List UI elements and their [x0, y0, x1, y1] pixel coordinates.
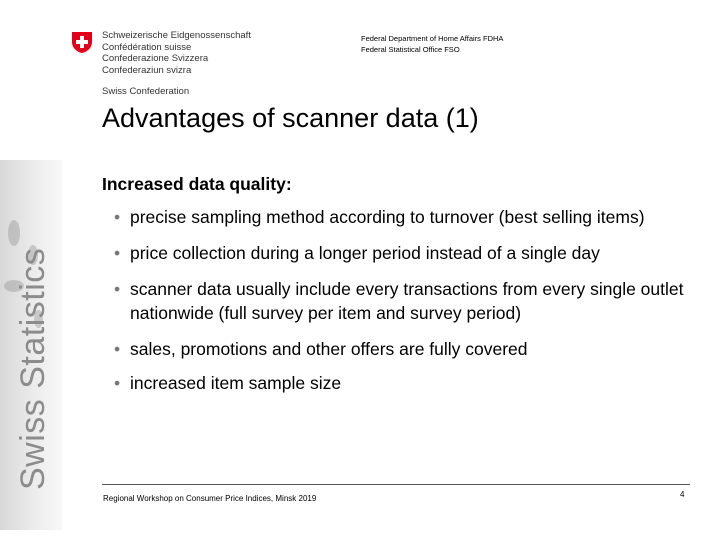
confederation-line: Schweizerische Eidgenossenschaft	[102, 30, 251, 41]
bullet-icon: •	[114, 207, 121, 227]
bullet-item	[114, 241, 699, 265]
bullet-icon: •	[114, 279, 121, 299]
confederation-line: Confederazione Svizzera	[102, 53, 209, 64]
department-block	[361, 33, 503, 55]
bullet-text: increased item sample size	[130, 373, 342, 393]
bullet-item	[114, 337, 699, 361]
slide-subtitle: Increased data quality:	[102, 174, 292, 194]
swiss-cross-logo	[70, 30, 94, 54]
bullet-text: scanner data usually include every transactions from every single outlet nationwide (full survey per item and survey period)	[130, 279, 684, 323]
bullet-icon: •	[114, 373, 121, 393]
footer-text: Regional Workshop on Consumer Price Indices, Minsk 2019	[103, 494, 317, 503]
bullet-text: precise sampling method according to turnover (best selling items)	[130, 207, 645, 227]
photo-figure	[8, 220, 20, 246]
bullet-list	[114, 205, 699, 407]
confederation-en: Swiss Confederation	[102, 86, 190, 97]
confederation-line: Confédération suisse	[102, 41, 192, 53]
sidebar-label: Swiss Statistics	[14, 247, 52, 490]
bullet-icon: •	[114, 243, 121, 263]
office-line: Federal Statistical Office FSO	[361, 45, 460, 54]
bullet-item	[114, 371, 699, 395]
department-line: Federal Department of Home Affairs FDHA	[361, 34, 504, 43]
bullet-icon: •	[114, 339, 121, 359]
confederation-line: Confederaziun svizra	[102, 64, 192, 76]
bullet-text: sales, promotions and other offers are fully covered	[130, 339, 528, 359]
bullet-item	[114, 205, 699, 229]
footer-divider	[102, 484, 690, 485]
bullet-item	[114, 277, 699, 325]
bullet-text: price collection during a longer period instead of a single day	[130, 243, 600, 263]
page-number: 4	[680, 490, 685, 499]
confederation-block	[102, 30, 251, 98]
slide-title: Advantages of scanner data (1)	[102, 103, 479, 133]
